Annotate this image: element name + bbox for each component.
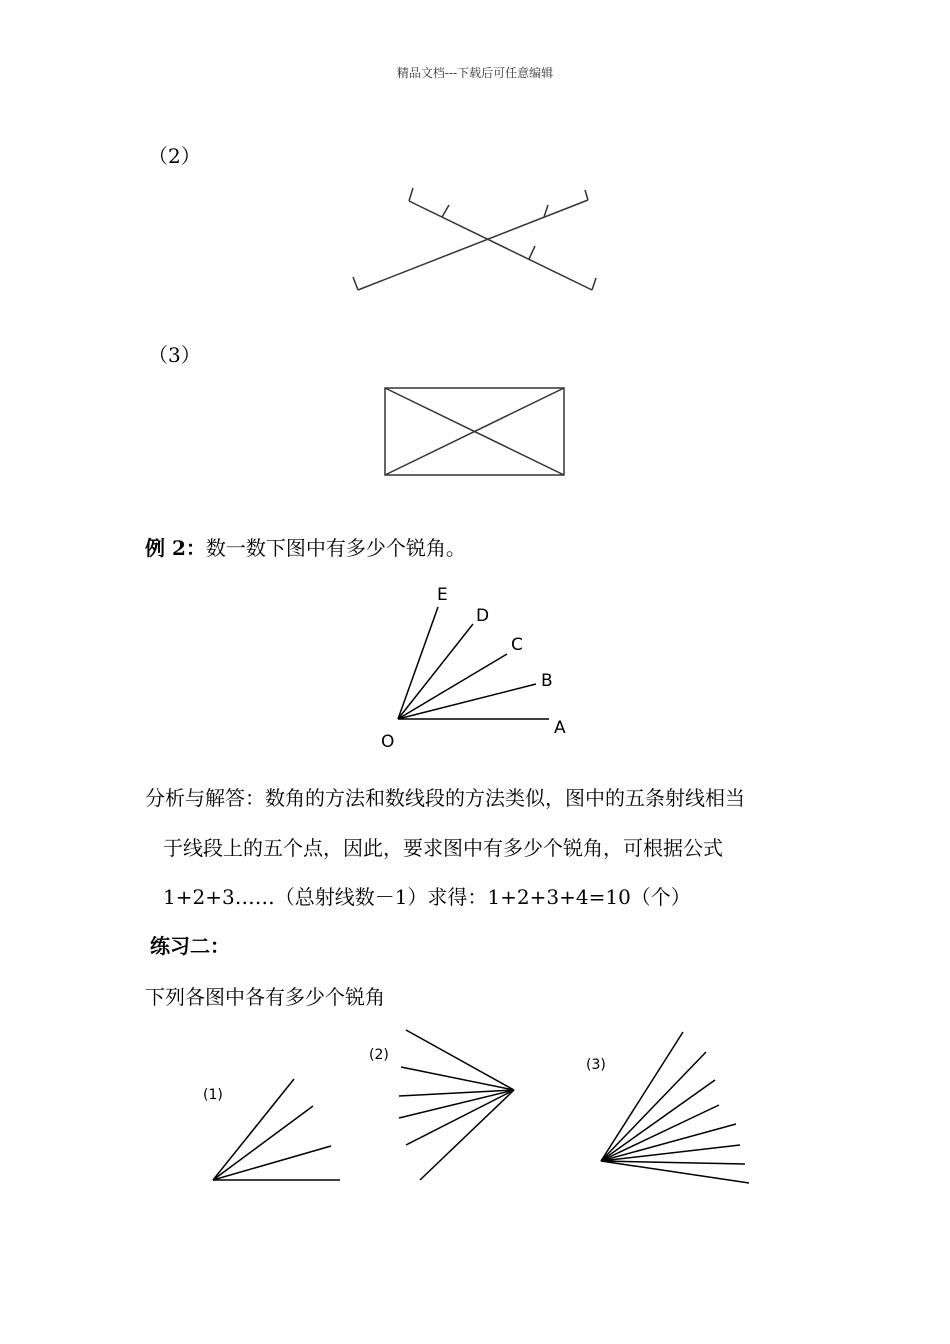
point-d-label: D bbox=[476, 606, 490, 626]
page-header: 精品文档---下载后可任意编辑 bbox=[396, 66, 554, 80]
point-c-label: C bbox=[511, 635, 523, 655]
exercise-fig-1-rays bbox=[213, 1079, 340, 1180]
figure-3-label: （3） bbox=[148, 343, 201, 367]
example-2-title: 例 2： bbox=[145, 536, 206, 560]
exercise-2-prompt: 下列各图中各有多少个锐角 bbox=[145, 985, 385, 1009]
analysis-line-1: 分析与解答：数角的方法和数线段的方法类似，图中的五条射线相当 bbox=[145, 786, 745, 810]
analysis-line-2: 于线段上的五个点，因此，要求图中有多少个锐角，可根据公式 bbox=[163, 836, 723, 860]
point-b-label: B bbox=[541, 671, 553, 691]
exercise-fig-3-label: (3) bbox=[586, 1057, 606, 1073]
exercise-2-title: 练习二： bbox=[150, 934, 230, 958]
example-2-text: 数一数下图中有多少个锐角。 bbox=[205, 536, 466, 560]
exercise-fig-2-rays bbox=[399, 1030, 514, 1180]
point-a-label: A bbox=[554, 718, 566, 738]
point-o-label: O bbox=[381, 732, 395, 752]
exercise-fig-3-rays bbox=[601, 1032, 749, 1183]
point-e-label: E bbox=[437, 585, 448, 605]
figure-2-label: （2） bbox=[148, 144, 201, 168]
exercise-fig-1-label: (1) bbox=[203, 1087, 223, 1103]
analysis-line-3: 1+2+3……（总射线数－1）求得：1+2+3+4=10（个） bbox=[163, 885, 691, 909]
exercise-fig-2-label: (2) bbox=[369, 1047, 389, 1063]
